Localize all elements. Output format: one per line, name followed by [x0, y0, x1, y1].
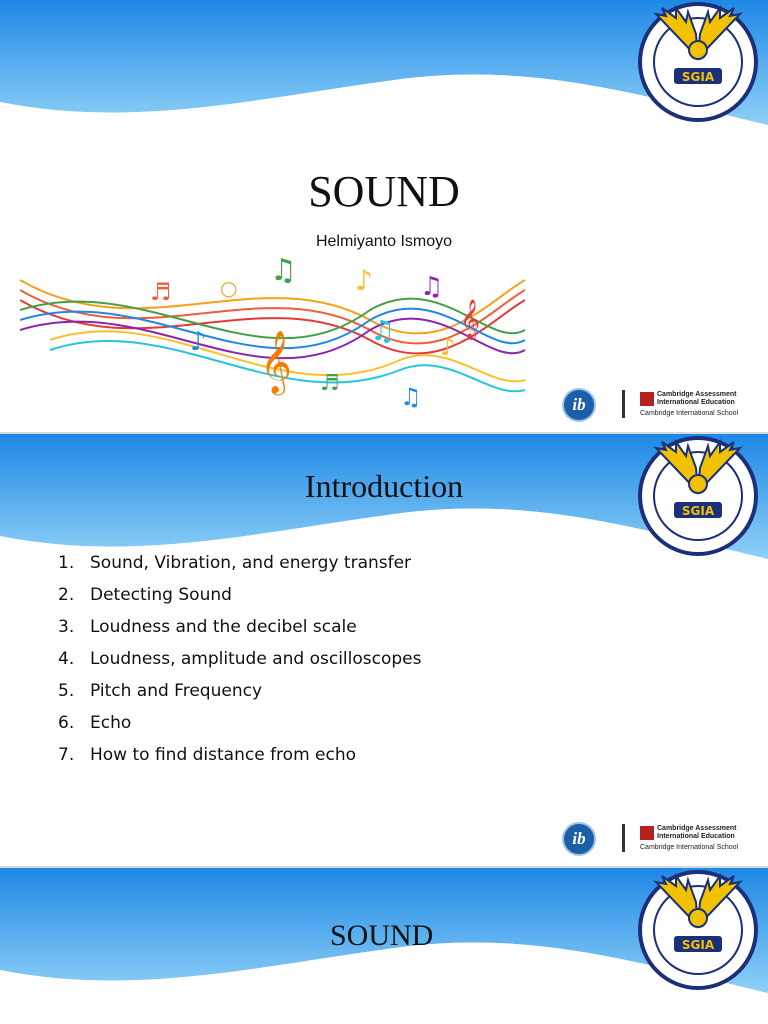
cambridge-school-label: Cambridge International School — [640, 410, 739, 417]
svg-text:○: ○ — [220, 276, 238, 300]
list-item: 4. Loudness, amplitude and oscilloscopes — [58, 649, 422, 669]
svg-text:♬: ♬ — [150, 278, 172, 306]
list-item: 3. Loudness and the decibel scale — [58, 617, 357, 637]
svg-text:♬: ♬ — [320, 371, 340, 396]
svg-text:SGIA: SGIA — [681, 504, 715, 518]
ib-logo: ib — [562, 388, 596, 422]
logo-divider — [622, 824, 625, 852]
accreditation-logos — [562, 382, 762, 426]
svg-text:𝄞: 𝄞 — [260, 330, 292, 393]
slide-subtitle-author: Helmiyanto Ismoyo — [315, 233, 453, 250]
svg-text:𝄞: 𝄞 — [460, 299, 481, 339]
slide-sound — [0, 868, 768, 1024]
svg-text:♫: ♫ — [270, 253, 297, 288]
cambridge-school-label: Cambridge International School — [640, 844, 739, 851]
slide-title — [0, 0, 768, 432]
cambridge-name: Cambridge Assessment International Education — [657, 825, 737, 840]
svg-text:♫: ♫ — [400, 383, 422, 411]
slide-introduction — [0, 434, 768, 866]
list-item: 6. Echo — [58, 713, 132, 733]
sgia-emblem — [636, 0, 760, 124]
svg-text:♪: ♪ — [440, 333, 456, 361]
svg-text:♪: ♪ — [190, 327, 207, 357]
slide-title-text: Introduction — [304, 468, 464, 504]
cambridge-shield-icon — [640, 392, 654, 406]
svg-text:SGIA: SGIA — [681, 70, 715, 84]
list-item: 7. How to find distance from echo — [58, 745, 357, 765]
cambridge-shield-icon — [640, 826, 654, 840]
svg-text:♫: ♫ — [420, 272, 444, 302]
svg-text:SGIA: SGIA — [681, 938, 715, 952]
music-notes-illustration — [20, 240, 530, 420]
cambridge-name: Cambridge Assessment International Education — [657, 391, 737, 406]
list-item: 2. Detecting Sound — [58, 585, 232, 605]
svg-text:♫: ♫ — [370, 314, 396, 347]
slide-title-text: SOUND — [330, 919, 434, 952]
list-item: 1. Sound, Vibration, and energy transfer — [58, 553, 412, 573]
sgia-emblem — [636, 868, 760, 992]
topic-list — [58, 550, 421, 774]
ib-logo: ib — [562, 822, 596, 856]
svg-text:♪: ♪ — [355, 264, 373, 297]
list-item: 5. Pitch and Frequency — [58, 681, 263, 701]
slide-title-text: SOUND — [308, 167, 460, 216]
accreditation-logos — [562, 816, 762, 860]
logo-divider — [622, 390, 625, 418]
